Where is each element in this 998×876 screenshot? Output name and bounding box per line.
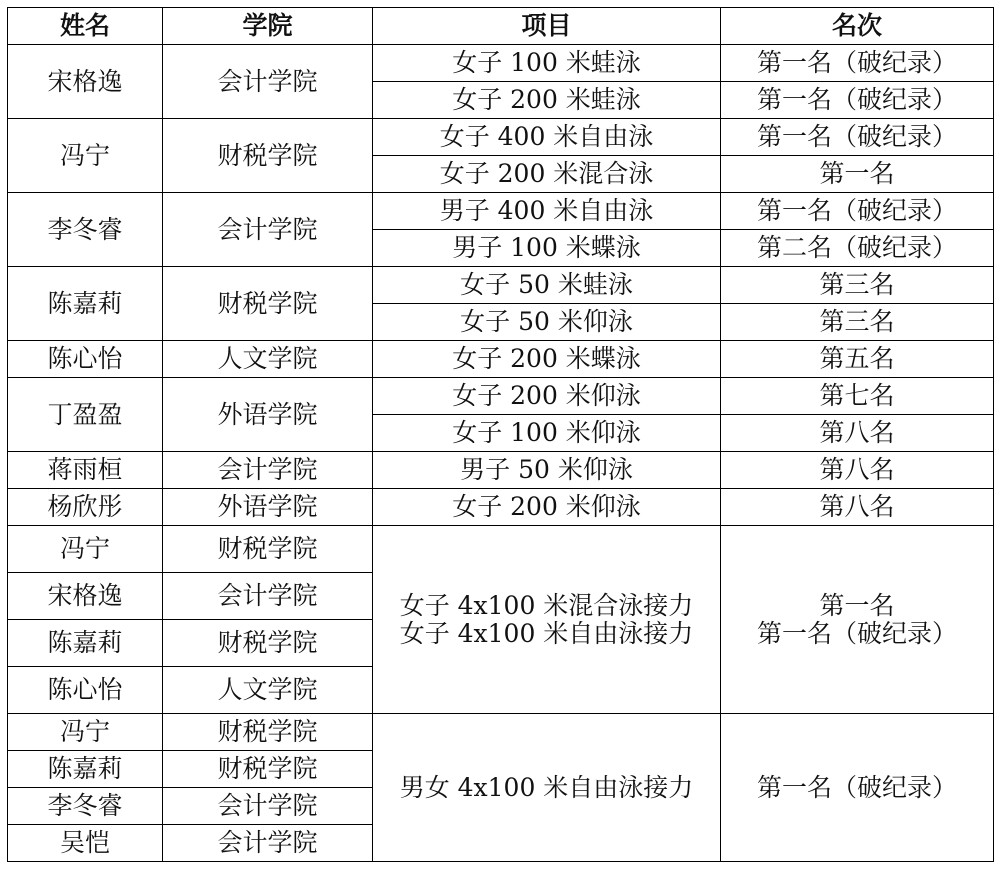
college-name: 会计学院 [163,788,373,825]
rank-cell: 第八名 [721,489,994,526]
event-cell: 女子 200 米蝶泳 [373,341,721,378]
college-name: 会计学院 [163,825,373,862]
table-row [8,45,994,82]
relay-event-cell [373,526,721,714]
table-row [8,341,994,378]
college-name: 财税学院 [163,526,373,573]
athlete-name: 蒋雨桓 [8,452,163,489]
athlete-name: 宋格逸 [8,45,163,119]
college-name: 外语学院 [163,489,373,526]
relay-row [8,714,994,751]
relay-event: 女子 4x100 米自由泳接力 [399,618,694,648]
table-row [8,452,994,489]
athlete-name: 陈嘉莉 [8,751,163,788]
college-name: 会计学院 [163,452,373,489]
college-name: 会计学院 [163,193,373,267]
event-cell: 女子 200 米仰泳 [373,378,721,415]
event-cell: 男子 100 米蝶泳 [373,230,721,267]
rank-cell: 第二名（破纪录） [721,230,994,267]
relay-event: 女子 4x100 米混合泳接力 [399,591,694,620]
event-cell: 女子 50 米蛙泳 [373,267,721,304]
college-name: 人文学院 [163,667,373,714]
athlete-name: 李冬睿 [8,193,163,267]
athlete-name: 陈心怡 [8,667,163,714]
college-name: 财税学院 [163,751,373,788]
event-cell: 女子 200 米仰泳 [373,489,721,526]
event-cell: 男子 50 米仰泳 [373,452,721,489]
header-event: 项目 [373,8,721,45]
event-cell: 男子 400 米自由泳 [373,193,721,230]
relay-event-cell: 男女 4x100 米自由泳接力 [373,714,721,862]
rank-cell: 第八名 [721,452,994,489]
athlete-name: 陈心怡 [8,341,163,378]
college-name: 财税学院 [163,119,373,193]
rank-cell: 第一名（破纪录） [721,119,994,156]
college-name: 人文学院 [163,341,373,378]
relay-rank: 第一名（破纪录） [756,618,957,648]
table-row [8,193,994,230]
rank-cell: 第五名 [721,341,994,378]
table-row [8,119,994,156]
athlete-name: 陈嘉莉 [8,620,163,667]
college-name: 会计学院 [163,45,373,119]
athlete-name: 杨欣彤 [8,489,163,526]
table-row [8,489,994,526]
relay-rank-cell [721,526,994,714]
college-name: 财税学院 [163,620,373,667]
athlete-name: 吴恺 [8,825,163,862]
college-name: 会计学院 [163,573,373,620]
athlete-name: 丁盈盈 [8,378,163,452]
event-cell: 女子 200 米混合泳 [373,156,721,193]
college-name: 财税学院 [163,267,373,341]
rank-cell: 第八名 [721,415,994,452]
athlete-name: 冯宁 [8,526,163,573]
rank-cell: 第三名 [721,267,994,304]
header-row [8,8,994,45]
table-row [8,378,994,415]
rank-cell: 第一名 [721,156,994,193]
table-row [8,267,994,304]
relay-rank-cell: 第一名（破纪录） [721,714,994,862]
rank-cell: 第一名（破纪录） [721,193,994,230]
athlete-name: 宋格逸 [8,573,163,620]
rank-cell: 第三名 [721,304,994,341]
rank-cell: 第一名（破纪录） [721,45,994,82]
athlete-name: 陈嘉莉 [8,267,163,341]
rank-cell: 第七名 [721,378,994,415]
college-name: 财税学院 [163,714,373,751]
college-name: 外语学院 [163,378,373,452]
athlete-name: 冯宁 [8,119,163,193]
header-college: 学院 [163,8,373,45]
header-rank: 名次 [721,8,994,45]
event-cell: 女子 100 米蛙泳 [373,45,721,82]
header-name: 姓名 [8,8,163,45]
relay-rank: 第一名 [819,591,895,620]
event-cell: 女子 100 米仰泳 [373,415,721,452]
event-cell: 女子 200 米蛙泳 [373,82,721,119]
event-cell: 女子 400 米自由泳 [373,119,721,156]
results-table [7,7,994,862]
relay-row [8,526,994,573]
rank-cell: 第一名（破纪录） [721,82,994,119]
athlete-name: 冯宁 [8,714,163,751]
athlete-name: 李冬睿 [8,788,163,825]
event-cell: 女子 50 米仰泳 [373,304,721,341]
